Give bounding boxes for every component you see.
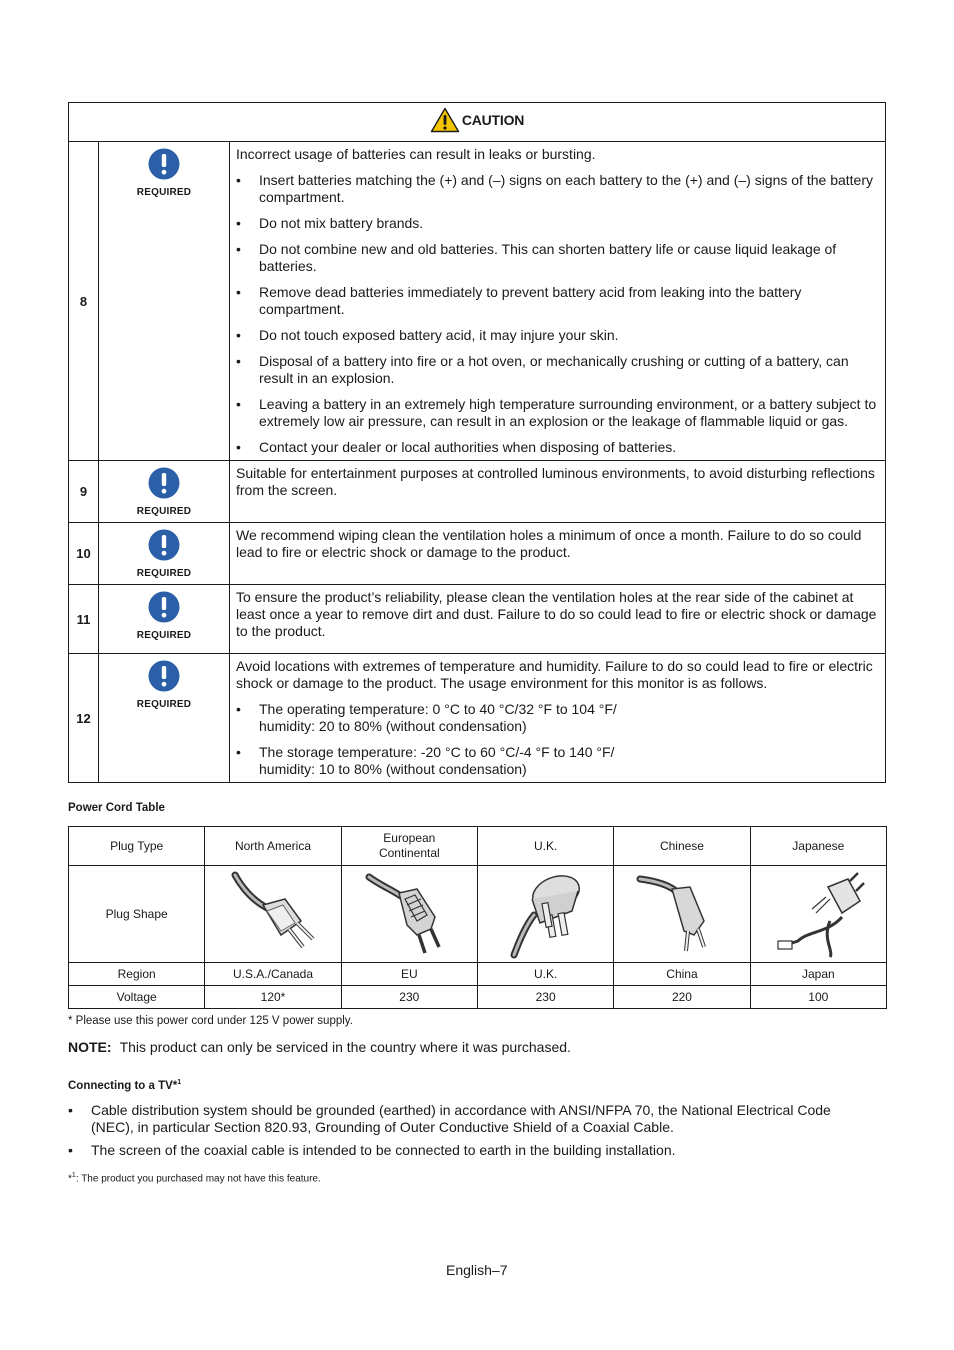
caution-header-row xyxy=(69,103,886,142)
caution-text: To ensure the product’s reliability, please clean the ventilation holes at the rear side of the cabinet at least once a year to remove dirt and dust. Failure to do so could lead to fire or electric shock or damage to the product. xyxy=(236,589,877,639)
caution-title: CAUTION xyxy=(430,107,524,133)
header-cell: North America xyxy=(205,827,341,866)
china-plug-icon xyxy=(632,869,732,959)
required-label: REQUIRED xyxy=(136,187,192,198)
eu-plug-icon xyxy=(359,869,459,959)
caution-text: We recommend wiping clean the ventilation holes a minimum of once a month. Failure to do so could lead to fire or electric shock or damage to the product. xyxy=(236,527,862,560)
table-row xyxy=(69,866,887,963)
list-item: • The screen of the coaxial cable is intended to be connected to earth in the building installation. xyxy=(68,1142,868,1159)
required-exclamation-icon xyxy=(148,148,180,180)
caution-text: Incorrect usage of batteries can result in leaks or bursting. xyxy=(236,146,596,162)
required-exclamation-icon xyxy=(148,529,180,561)
table-cell: U.S.A./Canada xyxy=(205,963,341,986)
table-row xyxy=(69,963,887,986)
required-label: REQUIRED xyxy=(136,699,192,710)
caution-table xyxy=(68,102,886,783)
list-item: • Cable distribution system should be grounded (earthed) in accordance with ANSI/NFPA 70, the National Electrical Code (NEC), in particular Section 820.93, Grounding of Outer Conductive Shield of a Coaxial Cable. xyxy=(68,1102,868,1136)
caution-bullet-list xyxy=(236,701,879,778)
note xyxy=(68,1039,571,1055)
tv-footnote: *$^1$: The product you purchased may not have this feature. xyxy=(68,1172,321,1185)
list-item: • Remove dead batteries immediately to prevent battery acid from leaking into the battery compartment. xyxy=(236,284,879,318)
table-cell: China xyxy=(614,963,750,986)
power-cord-footnote: * Please use this power cord under 125 V power supply. xyxy=(68,1015,353,1027)
caution-bullet-list xyxy=(236,172,879,456)
header-cell: Plug Type xyxy=(69,827,205,866)
table-cell: 230 xyxy=(341,986,477,1009)
header-cell: U.K. xyxy=(477,827,613,866)
row-number: 8 xyxy=(69,142,99,461)
list-item: • Leaving a battery in an extremely high temperature surrounding environment, or a battery subject to extremely low air pressure, can result in an explosion or the leakage of flammable liquid or gas. xyxy=(236,396,879,430)
table-cell: 120* xyxy=(205,986,341,1009)
row-number: 9 xyxy=(69,461,99,523)
caution-row-10 xyxy=(69,523,886,585)
table-cell: 220 xyxy=(614,986,750,1009)
table-cell: 230 xyxy=(477,986,613,1009)
required-exclamation-icon xyxy=(148,467,180,499)
header-cell: Chinese xyxy=(614,827,750,866)
note-text: This product can only be serviced in the country where it was purchased. xyxy=(119,1039,571,1055)
required-exclamation-icon xyxy=(148,660,180,692)
caution-text: Suitable for entertainment purposes at controlled luminous environments, to avoid disturbing reflections from the screen. xyxy=(236,465,875,498)
row-number: 12 xyxy=(69,654,99,783)
uk-plug-icon xyxy=(496,869,596,959)
list-item: • Disposal of a battery into fire or a hot oven, or mechanically crushing or cutting of a battery, can result in an explosion. xyxy=(236,353,879,387)
list-item: • Do not combine new and old batteries. This can shorten battery life or cause liquid leakage of batteries. xyxy=(236,241,879,275)
list-item: • The storage temperature: -20 °C to 60 °C/-4 °F to 140 °F/ humidity: 10 to 80% (without condensation) xyxy=(236,744,879,778)
list-item: • Insert batteries matching the (+) and (–) signs on each battery to the (+) and (–) signs of the battery compartment. xyxy=(236,172,879,206)
list-item: • Contact your dealer or local authorities when disposing of batteries. xyxy=(236,439,879,456)
japan-plug-icon xyxy=(768,869,868,959)
header-cell: Japanese xyxy=(750,827,886,866)
required-label: REQUIRED xyxy=(136,506,192,517)
page-number: English–7 xyxy=(446,1262,508,1278)
table-row xyxy=(69,986,887,1009)
list-item: • Do not touch exposed battery acid, it may injure your skin. xyxy=(236,327,879,344)
us-plug-icon xyxy=(223,869,323,959)
table-cell: U.K. xyxy=(477,963,613,986)
caution-row-9 xyxy=(69,461,886,523)
table-cell: 100 xyxy=(750,986,886,1009)
row-label: Region xyxy=(69,963,205,986)
power-cord-title: Power Cord Table xyxy=(68,802,165,814)
required-label: REQUIRED xyxy=(136,630,192,641)
table-cell: EU xyxy=(341,963,477,986)
caution-row-8 xyxy=(69,142,886,461)
list-item: • Do not mix battery brands. xyxy=(236,215,879,232)
tv-section-title: Connecting to a TV*$^1$ xyxy=(68,1079,182,1092)
caution-row-11 xyxy=(69,585,886,654)
table-row xyxy=(69,827,887,866)
caution-text: Avoid locations with extremes of temperature and humidity. Failure to do so could lead to fire or electric shock or damage to the product. The usage environment for this monitor is as follows. xyxy=(236,658,873,691)
list-item: • The operating temperature: 0 °C to 40 °C/32 °F to 104 °F/ humidity: 20 to 80% (without condensation) xyxy=(236,701,879,735)
required-exclamation-icon xyxy=(148,591,180,623)
warning-triangle-icon xyxy=(430,107,460,133)
row-label: Plug Shape xyxy=(69,866,205,963)
power-cord-table xyxy=(68,826,887,1009)
table-cell: Japan xyxy=(750,963,886,986)
row-number: 10 xyxy=(69,523,99,585)
header-cell: European Continental xyxy=(341,827,477,866)
required-label: REQUIRED xyxy=(136,568,192,579)
caution-row-12 xyxy=(69,654,886,783)
row-number: 11 xyxy=(69,585,99,654)
note-label: NOTE: xyxy=(68,1039,112,1055)
row-label: Voltage xyxy=(69,986,205,1009)
